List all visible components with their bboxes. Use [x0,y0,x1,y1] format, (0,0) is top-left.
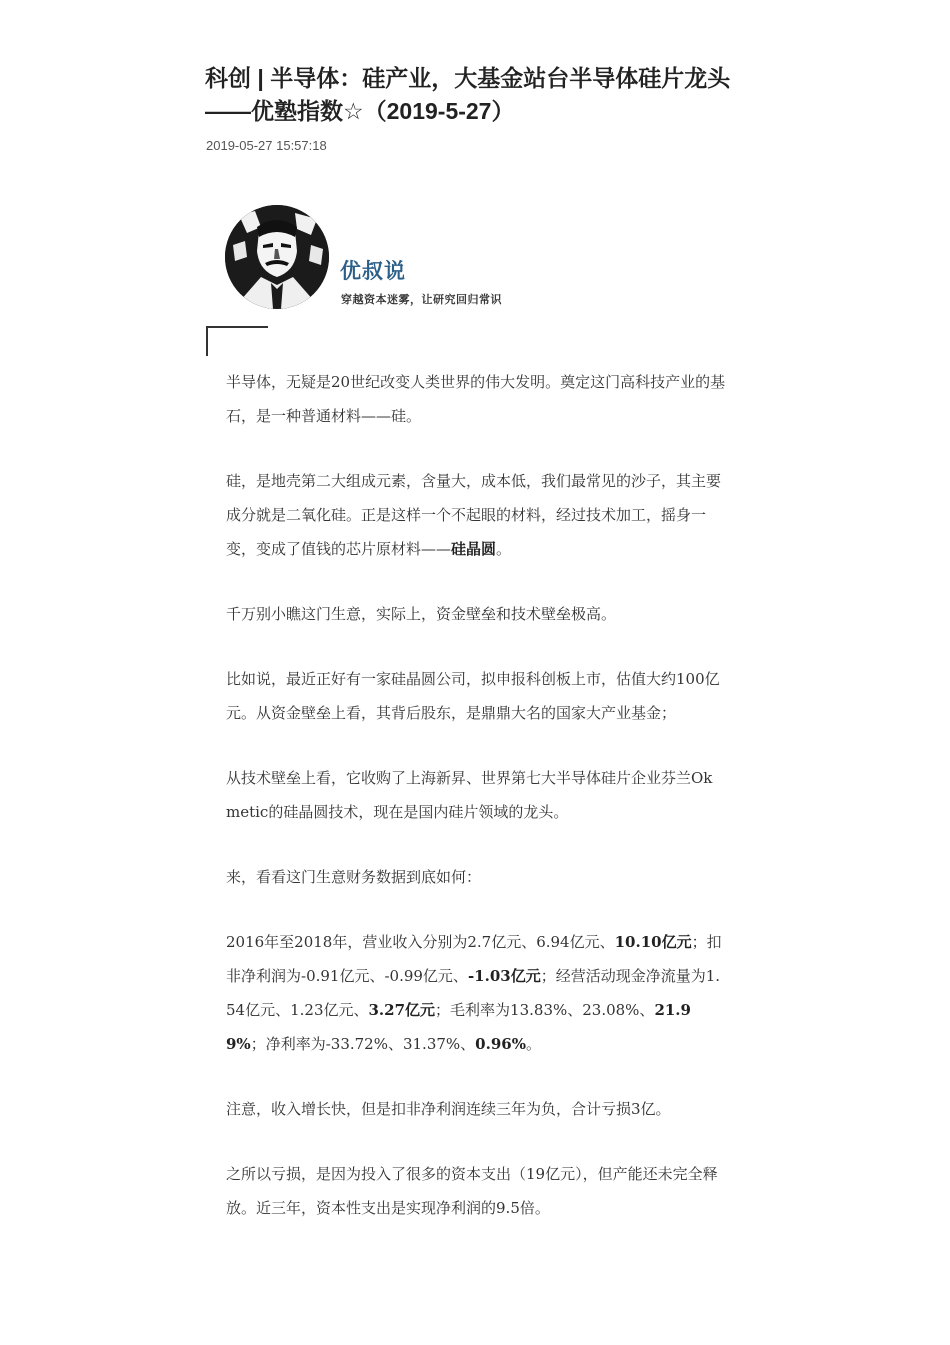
paragraph-text: 千万别小瞧这门生意，实际上，资金壁垒和技术壁垒极高。 [226,605,617,623]
article-title: 科创 | 半导体：硅产业，大基金站台半导体硅片龙头——优塾指数☆（2019-5-27） [205,65,731,124]
paragraph-text: 之所以亏损，是因为投入了很多的资本支出（19亿元），但产能还未完全释放。近三年，资本性支出是实现净利润的9.5倍。 [226,1165,718,1217]
paragraph-text: 。 [525,1035,541,1053]
profile-card [225,205,545,313]
article-paragraph [226,597,726,631]
paragraph-text: 。 [496,540,512,558]
paragraph-text: ；毛利率为13.83%、23.08%、 [435,1001,655,1019]
article-paragraph [226,365,726,433]
avatar [225,205,329,309]
paragraph-text: 半导体，无疑是20世纪改变人类世界的伟大发明。奠定这门高科技产业的基石，是一种普通材料——硅。 [226,373,726,425]
article-paragraph [226,464,726,566]
corner-bracket-decoration [206,326,268,356]
paragraph-text: ；扣非净利润为-0.91亿元、-0.99亿元、 [226,933,722,985]
article-paragraph [226,1092,726,1126]
profile-slogan: 穿越资本迷雾，让研究回归常识 [341,293,502,306]
bold-text: 21.99% [226,1001,691,1053]
profile-name: 优叔说 [340,259,406,283]
publish-time: 2019-05-27 15:57:18 [206,138,327,153]
bold-text: 10.10亿元 [614,933,692,951]
bold-text: 硅晶圆 [451,540,497,558]
paragraph-text: ；净利率为-33.72%、31.37%、 [250,1035,476,1053]
bold-text: 0.96% [475,1035,526,1053]
paragraph-text: 比如说，最近正好有一家硅晶圆公司，拟申报科创板上市，估值大约100亿元。从资金壁垒上看，其背后股东，是鼎鼎大名的国家大产业基金； [226,670,720,722]
bold-text: 3.27亿元 [368,1001,436,1019]
article-paragraph [226,925,726,1061]
article-paragraph [226,662,726,730]
paragraph-text: 从技术壁垒上看，它收购了上海新昇、世界第七大半导体硅片企业芬兰Okmetic的硅晶圆技术，现在是国内硅片领域的龙头。 [226,769,713,821]
paragraph-text: 注意，收入增长快，但是扣非净利润连续三年为负，合计亏损3亿。 [226,1100,671,1118]
paragraph-text: 来，看看这门生意财务数据到底如何： [226,868,482,886]
paragraph-text: 硅，是地壳第二大组成元素，含量大，成本低，我们最常见的沙子，其主要成分就是二氧化硅。正是这样一个不起眼的材料，经过技术加工，摇身一变，变成了值钱的芯片原材料—— [226,472,722,558]
article-paragraph [226,761,726,829]
article-paragraph [226,1157,726,1225]
article-body [226,365,726,1256]
bold-text: -1.03亿元 [467,967,541,985]
article-paragraph [226,860,726,894]
paragraph-text: ；经营活动现金净流量为1.54亿元、1.23亿元、 [226,967,721,1019]
paragraph-text: 2016年至2018年，营业收入分别为2.7亿元、6.94亿元、 [226,933,615,951]
portrait-woodcut-icon [225,205,329,309]
